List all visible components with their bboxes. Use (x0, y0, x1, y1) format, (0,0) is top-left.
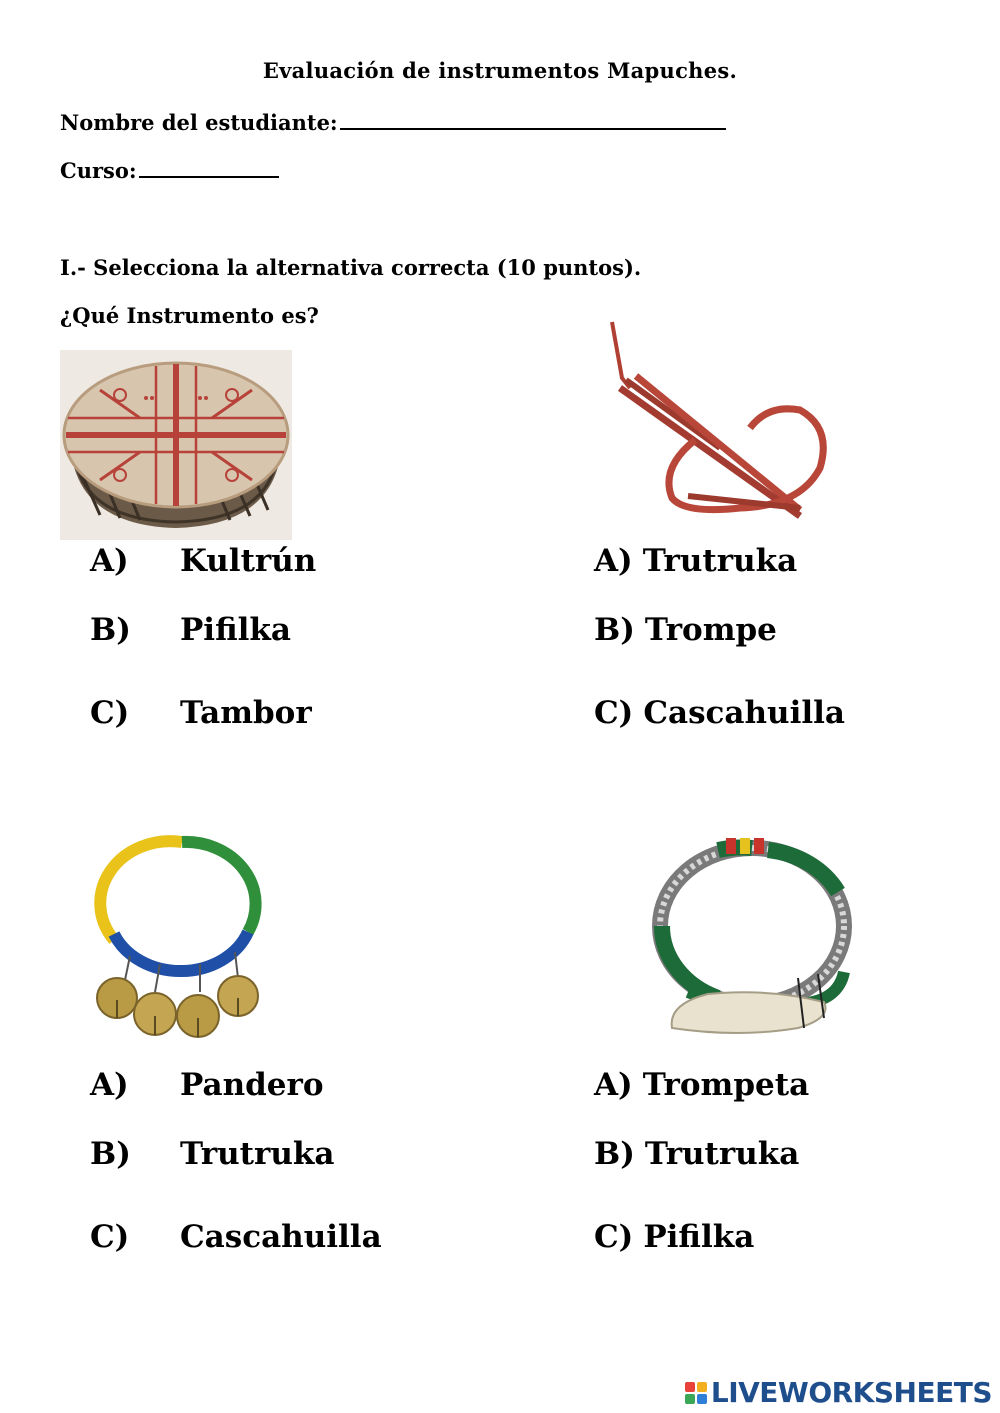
option-letter: C) (90, 695, 130, 731)
option-text: Cascahuilla (643, 695, 846, 731)
course-blank[interactable] (139, 158, 279, 178)
option-letter: A) (594, 543, 633, 579)
option-letter: A) (90, 543, 129, 579)
option-text: Pifilka (643, 1219, 755, 1255)
option-letter: A) (594, 1067, 633, 1103)
option-text: Trompeta (642, 1067, 810, 1103)
q3-option-c[interactable] (90, 1219, 382, 1255)
brand-text: LIVEWORKSHEETS (710, 1376, 992, 1409)
option-letter: C) (594, 695, 634, 731)
option-text: Tambor (180, 695, 312, 731)
option-letter: B) (594, 612, 635, 648)
q1-option-a[interactable] (90, 543, 316, 579)
q4-option-c[interactable] (594, 1219, 754, 1255)
option-text: Pifilka (180, 612, 291, 648)
trompe-jaw-harp-image (600, 318, 840, 538)
liveworksheets-logo[interactable] (685, 1376, 992, 1409)
course-label: Curso: (60, 158, 137, 183)
course-line (60, 158, 279, 183)
option-text: Kultrún (180, 543, 317, 579)
q3-option-b[interactable] (90, 1136, 334, 1172)
option-text: Pandero (180, 1067, 324, 1103)
q1-option-c[interactable] (90, 695, 312, 731)
option-letter: B) (90, 612, 131, 648)
option-letter: B) (90, 1136, 131, 1172)
q3-option-a[interactable] (90, 1067, 324, 1103)
student-name-line (60, 110, 726, 135)
trutruka-horn-image (648, 832, 860, 1044)
option-letter: B) (594, 1136, 635, 1172)
cascahuilla-bells-image (90, 828, 270, 1050)
option-letter: C) (90, 1219, 130, 1255)
option-text: Trutruka (644, 1136, 800, 1172)
q4-option-b[interactable] (594, 1136, 799, 1172)
student-name-blank[interactable] (340, 110, 726, 130)
q2-option-a[interactable] (594, 543, 797, 579)
option-text: Trutruka (180, 1136, 335, 1172)
option-text: Trompe (644, 612, 777, 648)
section-instruction: I.- Selecciona la alternativa correcta (10 puntos). (60, 255, 642, 280)
kultrun-drum-image (60, 350, 292, 540)
q1-option-b[interactable] (90, 612, 291, 648)
option-letter: C) (594, 1219, 634, 1255)
q4-option-a[interactable] (594, 1067, 809, 1103)
question-prompt: ¿Qué Instrumento es? (60, 303, 319, 328)
option-text: Trutruka (642, 543, 798, 579)
q2-option-b[interactable] (594, 612, 777, 648)
q2-option-c[interactable] (594, 695, 845, 731)
student-name-label: Nombre del estudiante: (60, 110, 338, 135)
worksheet-title: Evaluación de instrumentos Mapuches. (262, 58, 738, 83)
liveworksheets-grid-icon (685, 1382, 707, 1404)
option-letter: A) (90, 1067, 129, 1103)
option-text: Cascahuilla (180, 1219, 382, 1255)
